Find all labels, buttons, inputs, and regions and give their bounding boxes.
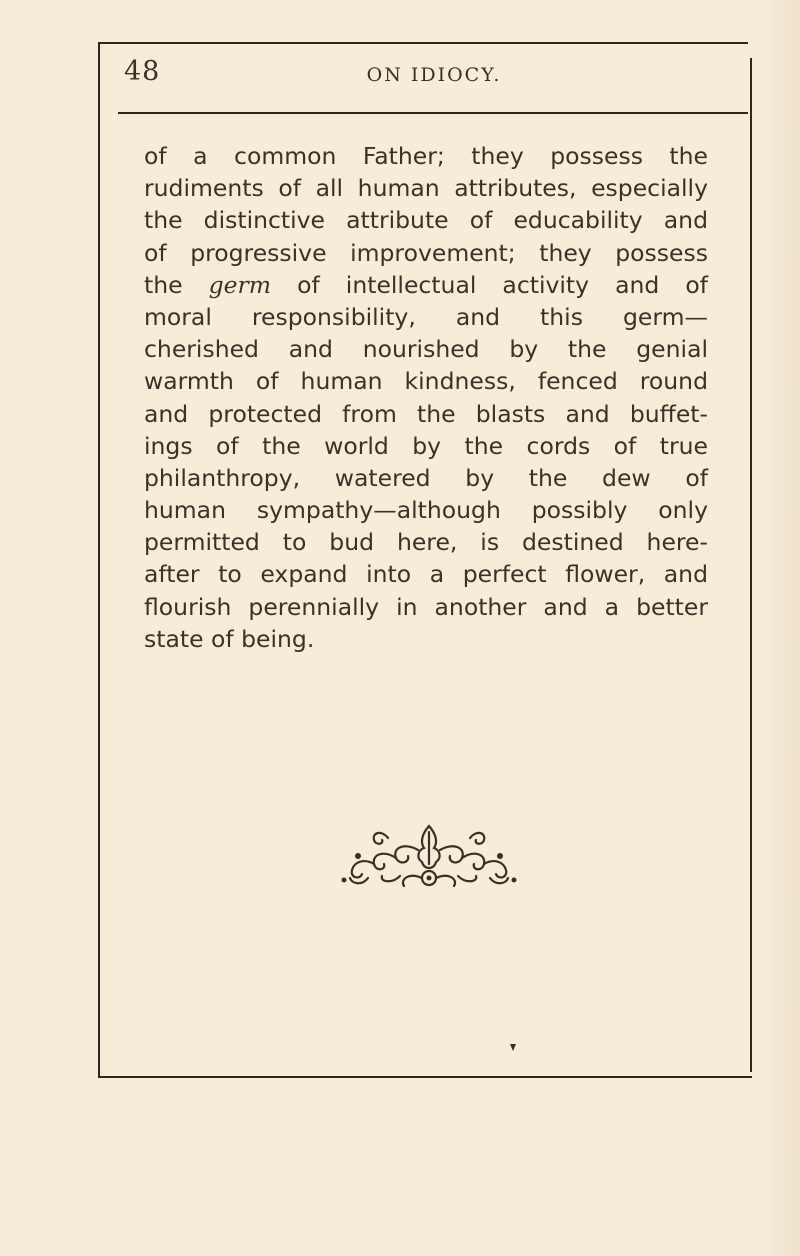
header-rule — [118, 112, 748, 114]
text-line: cherished and nourished by the genial — [144, 335, 708, 364]
printer-mark-icon — [508, 1042, 518, 1052]
text-line — [144, 269, 708, 301]
text-line-last: state of being. — [144, 624, 315, 653]
text-line: permitted to bud here, is destined here- — [144, 528, 708, 557]
text-line: warmth of human kindness, fenced round — [144, 367, 708, 396]
running-head: ON IDIOCY. — [366, 64, 502, 86]
text-line: after to expand into a perfect flower, and — [144, 560, 708, 589]
text-fragment: of intellectual activity and of — [271, 270, 708, 299]
text-line: of progressive improvement; they possess — [144, 238, 708, 267]
text-line: flourish perennially in another and a better — [144, 592, 708, 621]
page-header — [124, 56, 744, 96]
right-rule — [750, 58, 752, 1072]
text-line: philanthropy, watered by the dew of — [144, 463, 708, 492]
top-rule — [98, 42, 748, 44]
text-line: of a common Father; they possess the — [144, 142, 708, 170]
floral-tailpiece-icon — [338, 820, 520, 892]
text-line: and protected from the blasts and buffet- — [144, 399, 708, 428]
text-fragment: the — [144, 270, 209, 299]
text-line: ings of the world by the cords of true — [144, 431, 708, 460]
page-number: 48 — [124, 56, 161, 87]
text-line: rudiments of all human attributes, especially — [144, 174, 708, 203]
text-line: the distinctive attribute of educability and — [144, 206, 708, 235]
text-line: moral responsibility, and this germ— — [144, 302, 708, 331]
page-edge-shadow — [766, 0, 800, 1256]
text-line: human sympathy—although possibly only — [144, 496, 708, 525]
bottom-rule — [98, 1076, 752, 1078]
italic-word: germ — [208, 270, 272, 299]
body-paragraph — [144, 140, 708, 655]
left-rule — [98, 42, 100, 1078]
